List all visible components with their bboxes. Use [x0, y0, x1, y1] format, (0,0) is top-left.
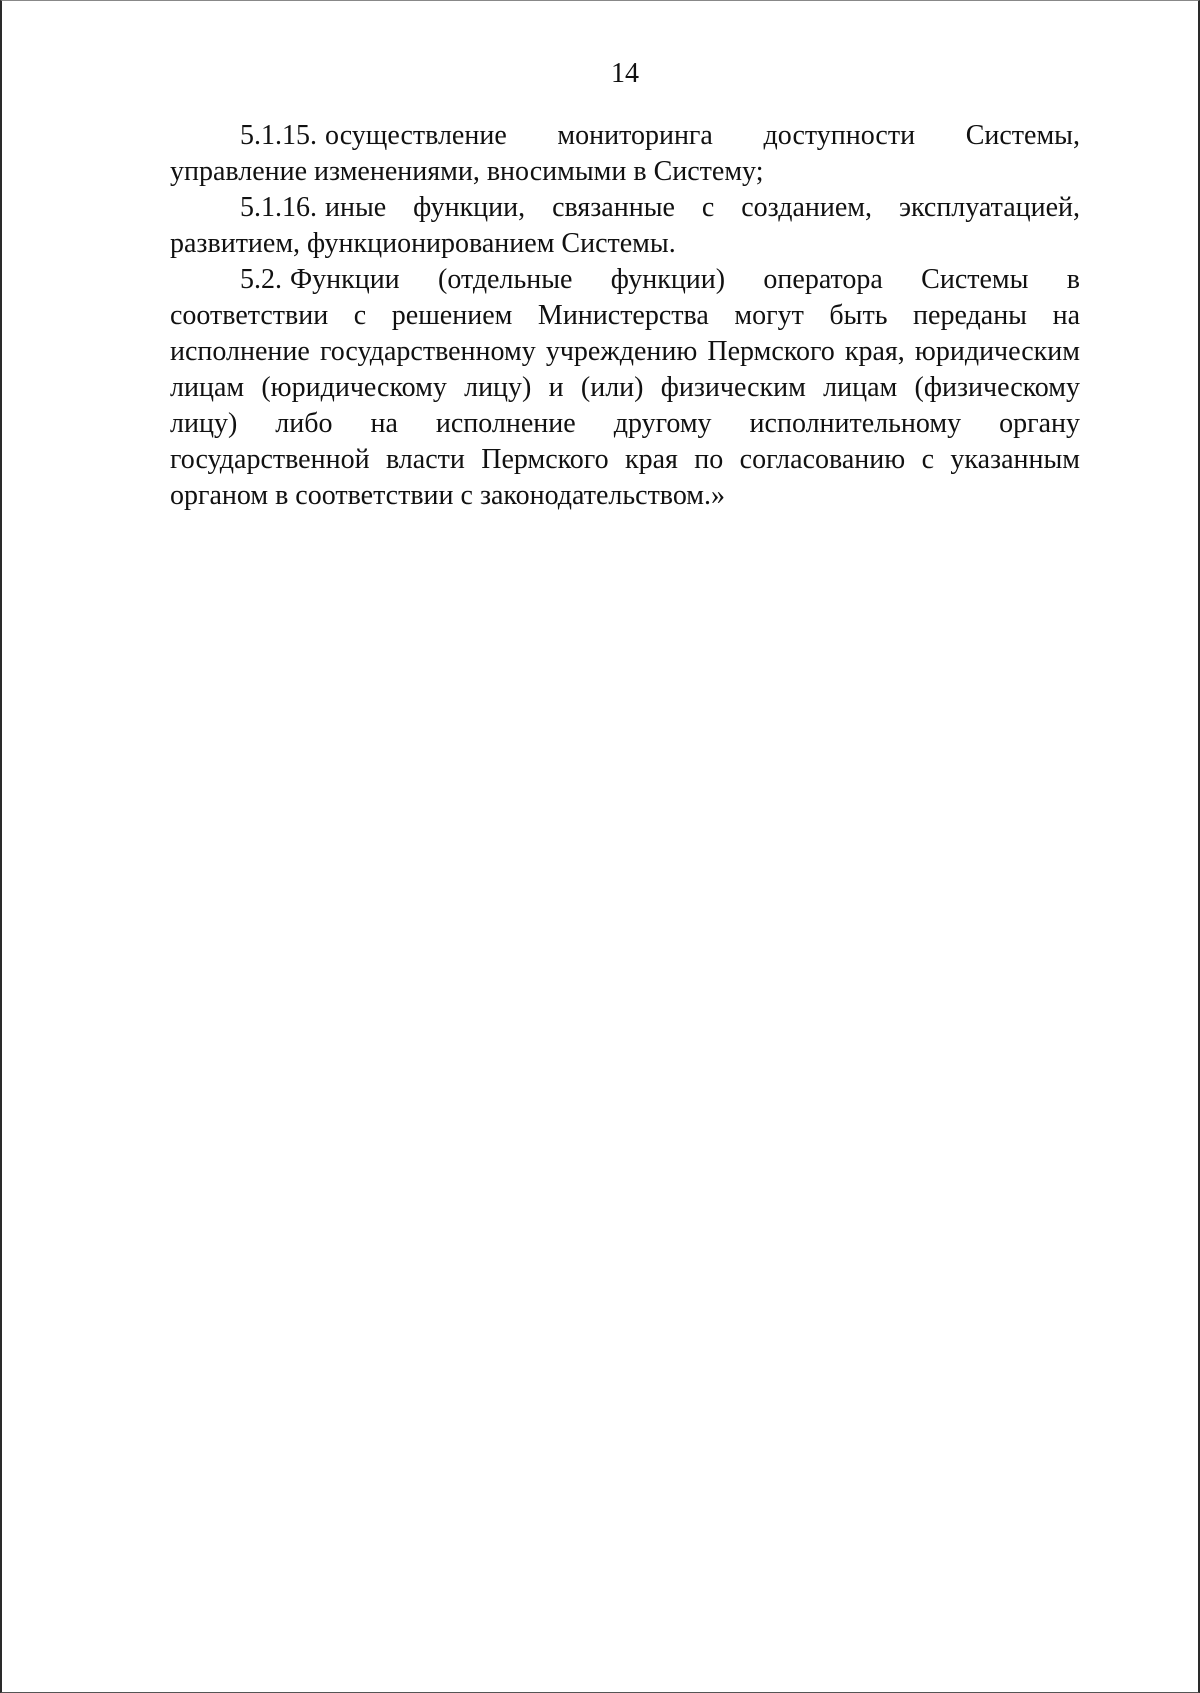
paragraph-number: 5.2. — [240, 264, 282, 295]
paragraph-5-1-16 — [170, 190, 1080, 262]
paragraph-number: 5.1.16. — [240, 192, 317, 223]
paragraph-5-2 — [170, 262, 1080, 514]
document-body — [170, 118, 1080, 514]
paragraph-5-1-15 — [170, 118, 1080, 190]
paragraph-number: 5.1.15. — [240, 120, 317, 151]
paragraph-text: осуществление мониторинга доступности Системы, управление изменениями, вносимыми в Систему; — [170, 120, 1080, 187]
paragraph-text: Функции (отдельные функции) оператора Системы в соответствии с решением Министерства могут быть переданы на исполнение государственному учреждению Пермского края, юридическим лицам (юридическому лицу) и (или) физическим лицам (физическому лицу) либо на исполнение другому исполнительному органу государственной власти Пермского края по согласованию с указанным органом в соответствии с законодательством.» — [170, 264, 1080, 511]
paragraph-text: иные функции, связанные с созданием, эксплуатацией, развитием, функционированием Системы. — [170, 192, 1080, 259]
page-number: 14 — [611, 58, 639, 89]
